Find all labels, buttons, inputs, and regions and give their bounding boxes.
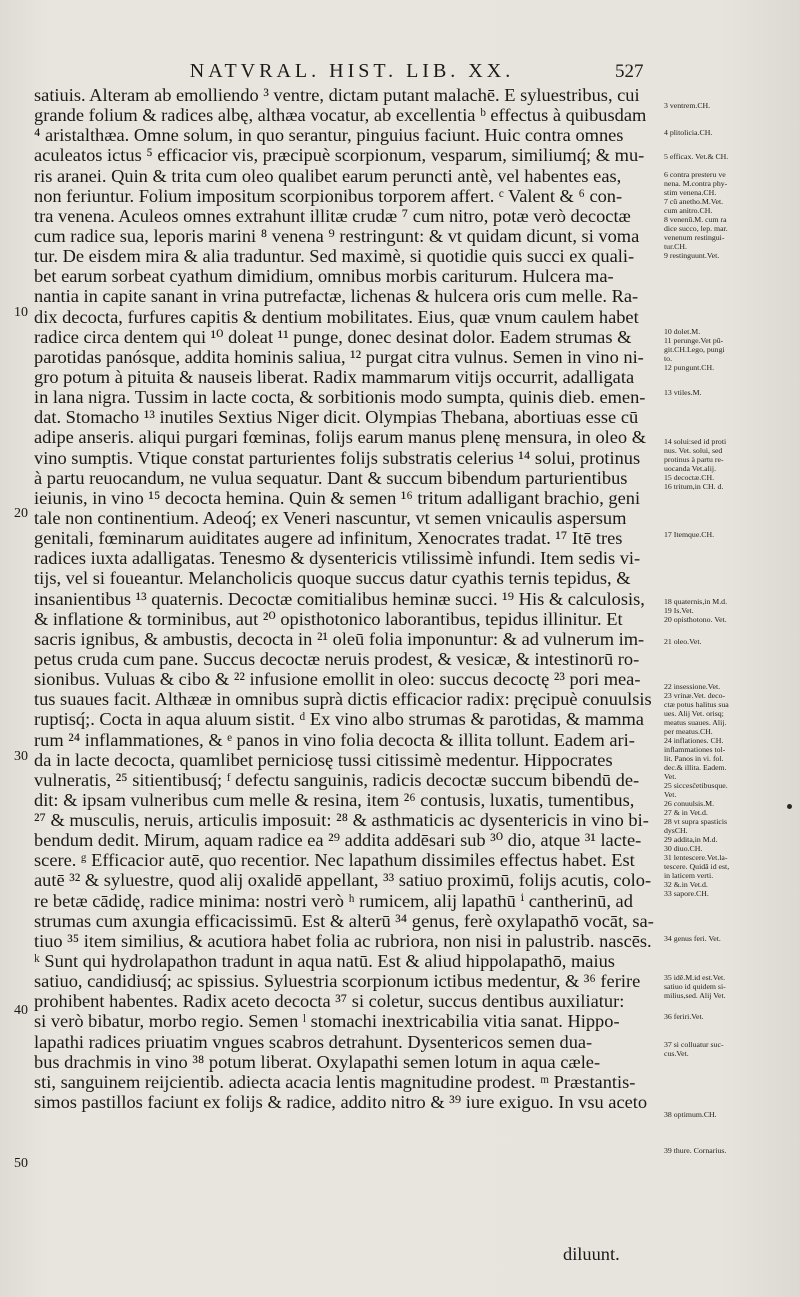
- margin-note: 4 plitolicia.CH.: [664, 128, 713, 137]
- margin-note: 39 thure. Cornarius.: [664, 1146, 727, 1155]
- margin-note: 34 genus feri. Vet.: [664, 934, 721, 943]
- margin-note: 3 ventrem.CH.: [664, 101, 711, 110]
- text-line: tus suaues facit. Althææ in omnibus suprà dictis efficacior radix: pręcipuè conuulsis: [34, 689, 652, 710]
- text-line: parotidas panósque, addita hominis saliua, ¹² purgat citra vulnus. Semen in vino ni-: [34, 346, 644, 367]
- margin-note: 38 optimum.CH.: [664, 1110, 717, 1119]
- text-line: radice circa dentem qui ¹⁰ doleat ¹¹ punge, donec desinat dolor. Eadem strumas &: [34, 326, 632, 347]
- text-line: rum ²⁴ inflammationes, & ᵉ panos in vino folia decocta & illita tollunt. Eadem ari-: [34, 729, 635, 750]
- text-line: genitali, fœminarum auiditates augere ad infinitum, Xenocrates tradat. ¹⁷ Itē tres: [34, 528, 623, 549]
- text-line: da in lacte decocta, quamlibet perniciosę tussi citissimè medentur. Hippocrates: [34, 749, 613, 770]
- margin-note: 10 dolet.M. 11 perunge.Vet pū- git.CH.Lego, pungi to. 12 pungunt.CH.: [664, 327, 725, 372]
- text-line: non feriuntur. Folium impositum scorpionibus torporem affert. ᶜ Valent & ⁶ con-: [34, 185, 623, 206]
- text-line: tra venena. Aculeos omnes extrahunt illitæ crudæ ⁷ cum nitro, potæ verò decoctæ: [34, 205, 631, 226]
- text-line: petus cruda cum pane. Succus decoctæ neruis prodest, & vesicæ, & intestinorū ro-: [34, 648, 640, 669]
- main-text-column: [34, 85, 658, 1112]
- page-number: 527: [615, 61, 644, 82]
- text-line: satiuis. Alteram ab emolliendo ³ ventre, dictam putant malachē. E syluestribus, cui: [34, 85, 640, 105]
- text-line: aculeatos ictus ⁵ efficacior vis, præcipuè scorpionum, vesparum, similiumq́; & mu-: [34, 145, 645, 166]
- margin-note: 21 oleo.Vet.: [664, 637, 702, 646]
- text-line: ⁴ aristalthæa. Omne solum, in quo serantur, pinguius faciunt. Huic contra omnes: [34, 125, 624, 146]
- text-line: gro potum à pituita & nauseis liberat. Radix mammarum vitijs occurrit, adalligata: [34, 366, 635, 387]
- text-line: adipe anseris. aliqui purgari fœminas, folijs earum manus plenę mensura, in oleo &: [34, 427, 647, 448]
- margin-note: 35 idē.M.id est.Vet. satiuo id quidem si- milius,sed. Alij Vet.: [664, 973, 726, 1000]
- text-line: dix decocta, furfures capitis & dentium mobilitates. Eius, quæ vnum caulem habet: [34, 306, 639, 327]
- margin-note: 6 contra presteru ve nena. M.contra phy- stim venena.CH. 7 cū anetho.M.Vet. cum anitro.CH. 8 venenū.M. cum ra dice succo, lep. mar. venenum restingui- tur.CH. 9 restinguunt.Vet.: [664, 170, 728, 260]
- margin-note: 14 solui:sed id proti nus. Vet. solui, sed protinus à partu re- uocanda Vet.alij. 15 decoctæ.CH. 16 tritum,in CH. d.: [664, 437, 727, 491]
- margin-line-number: 10: [14, 305, 28, 320]
- text-line: simos pastillos faciunt ex folijs & radice, addito nitro & ³⁹ iure exiguo. In vsu aceto: [34, 1092, 648, 1113]
- text-line: bus drachmis in vino ³⁸ potum liberat. Oxylapathi semen lotum in aqua cæle-: [34, 1051, 601, 1072]
- text-line: ²⁷ & musculis, neruis, articulis imposuit: ²⁸ & asthmaticis ac dysentericis in vino bi-: [34, 810, 649, 831]
- text-line: si verò bibatur, morbo regio. Semen ˡ stomachi inextricabilia vitia sanat. Hippo-: [34, 1011, 620, 1032]
- margin-line-number: 50: [14, 1156, 28, 1171]
- page-header: [0, 60, 660, 86]
- text-line: ᵏ Sunt qui hydrolapathon tradunt in aqua natū. Est & aliud hippolapathō, maius: [34, 951, 615, 972]
- text-line: sionibus. Vuluas & cibo & ²² infusione emollit in oleo: succus decoctę ²³ pori mea-: [34, 669, 641, 690]
- margin-note: 37 si colluatur suc- cus.Vet.: [664, 1040, 724, 1058]
- text-line: ris aranei. Quin & trita cum oleo qualibet earum peruncti antè, vel habentes eas,: [34, 165, 622, 186]
- text-line: bendum dedit. Mirum, aquam radice ea ²⁹ addita addēsari sub ³⁰ dio, atque ³¹ lacte-: [34, 830, 642, 851]
- text-line: prohibent habentes. Radix aceto decocta ³⁷ si coletur, succus dentibus auxiliatur:: [34, 991, 625, 1012]
- text-line: tur. De eisdem mira & alia traduntur. Sed maximè, si quotidie quis succi ex quali-: [34, 246, 635, 267]
- text-line: cum radice sua, leporis marini ⁸ venena ⁹ restringunt: & vt quidam dicunt, si voma: [34, 225, 640, 246]
- text-line: radices iuxta adalligatas. Tenesmo & dysentericis vtilissimè infundi. Item sedis vi-: [34, 548, 641, 569]
- text-line: ieiunis, in vino ¹⁵ decocta hemina. Quin & semen ¹⁶ tritum adalligant brachio, geni: [34, 487, 641, 508]
- text-line: grande folium & radices albę, althæa vocatur, ab excellentia ᵇ effectus à quibusdam: [34, 105, 647, 126]
- margin-note: 36 feriri.Vet.: [664, 1012, 704, 1021]
- margin-note: 13 vtiles.M.: [664, 388, 702, 397]
- margin-line-number: 30: [14, 749, 28, 764]
- text-line: tale non continentium. Adeoq́; ex Veneri nascuntur, vt semen vnicaulis aspersum: [34, 507, 627, 528]
- text-line: scere. ᵍ Efficacior autē, quo recentior. Nec lapathum dissimiles effectus habet. Est: [34, 850, 635, 871]
- text-line: & inflatione & torminibus, aut ²⁰ opisthotonico laborantibus, tepidus illinitur. Et: [34, 608, 623, 629]
- text-line: insanientibus ¹³ quaternis. Decoctæ comitialibus heminæ succi. ¹⁹ His & calculosis,: [34, 588, 645, 609]
- text-line: vino sumptis. Vtique constat parturientes folijs substratis celerius ¹⁴ solui, protinus: [34, 447, 641, 468]
- text-line: re betæ cādidę, radice minima: nostri verò ʰ rumicem, alij lapathū ⁱ cantherinū, ad: [34, 890, 633, 911]
- ink-spot: [787, 804, 792, 809]
- text-line: satiuo, candidiusq́; ac spissius. Syluestria scorpionum ictibus medentur, & ³⁶ ferire: [34, 971, 641, 992]
- running-title: NATVRAL. HIST. LIB. XX.: [189, 60, 515, 82]
- margin-note: 5 efficax. Vet.& CH.: [664, 152, 729, 161]
- margin-note: 22 insessione.Vet. 23 vrinæ.Vet. deco- ctæ potus halitus sua ues. Alij Vet. orisq; meatus suaues. Alij. per meatus.CH. 24 inflationes. CH. inflammationes tol- lit. Panos in vi. fol. dec.& illita. Eadem. Vet. 25 siccesc̄etibusque. Vet. 26 conuulsis.M. 27 & in Vet.d. 28 vt supra spasticis dysCH. 29 addita,in M.d. 30 diuo.CH. 31 lentescere.Vet.la- tescere. Quidā id est, in laticem verti. 32 &.in Vet.d. 33 sapore.CH.: [664, 682, 730, 898]
- text-line: nantia in capite sanant in vrina putrefactæ, lichenas & hulcera oris cum melle. Ra-: [34, 286, 639, 307]
- text-line: dat. Stomacho ¹³ inutiles Sextius Niger dicit. Olympias Thebana, abortiuas esse cū: [34, 407, 639, 428]
- text-line: ruptisq́;. Cocta in aqua aluum sistit. ᵈ Ex vino albo strumas & parotidas, & mamma: [34, 709, 644, 730]
- text-line: à partu reuocandum, ne vulua sequatur. Dant & succum bibendum parturientibus: [34, 467, 628, 488]
- text-line: vulneratis, ²⁵ sitientibusq́; ᶠ defectu sanguinis, radicis decoctæ succum bibendū de-: [34, 769, 640, 790]
- text-line: dit: & ipsam vulneribus cum melle & resina, item ²⁶ contusis, luxatis, tumentibus,: [34, 789, 635, 810]
- text-line: lapathi radices priuatim vngues scabros detrahunt. Dysentericos semen dua-: [34, 1031, 593, 1052]
- margin-line-number: 40: [14, 1003, 28, 1018]
- text-line: tijs, vel si foueantur. Melancholicis quoque succus datur cyathis ternis tepidus, &: [34, 568, 631, 589]
- margin-note: 17 Itemque.CH.: [664, 530, 715, 539]
- text-line: autē ³² & syluestre, quod alij oxalidē appellant, ³³ satiuo proximū, folijs acutis, colo-: [34, 870, 652, 891]
- margin-note: 18 quaternis,in M.d. 19 Is.Vet. 20 opisthotono. Vet.: [664, 597, 728, 624]
- text-line: bet earum sorbeat cyathum dimidium, omnibus morbis cariturum. Hulcera ma-: [34, 266, 614, 287]
- catchword: diluunt.: [563, 1244, 620, 1264]
- text-line: in lana nigra. Tussim in lacte cocta, & sorbitionis modo sumpta, quinis dieb. emen-: [34, 387, 646, 408]
- margin-line-number: 20: [14, 506, 28, 521]
- text-line: sacris ignibus, & ambustis, decocta in ²¹ oleū folia imponuntur: & ad vulnerum im-: [34, 628, 645, 649]
- text-line: strumas cum axungia efficacissimū. Est & alterū ³⁴ genus, ferè oxylapathō vocāt, sa-: [34, 910, 654, 931]
- text-line: sti, sanguinem reijcientib. adiecta acacia lentis magnitudine prodest. ᵐ Præstantis-: [34, 1071, 636, 1092]
- text-line: tiuo ³⁵ item similius, & acutiora habet folia ac rubriora, non nisi in palustrib. nascēs.: [34, 930, 652, 951]
